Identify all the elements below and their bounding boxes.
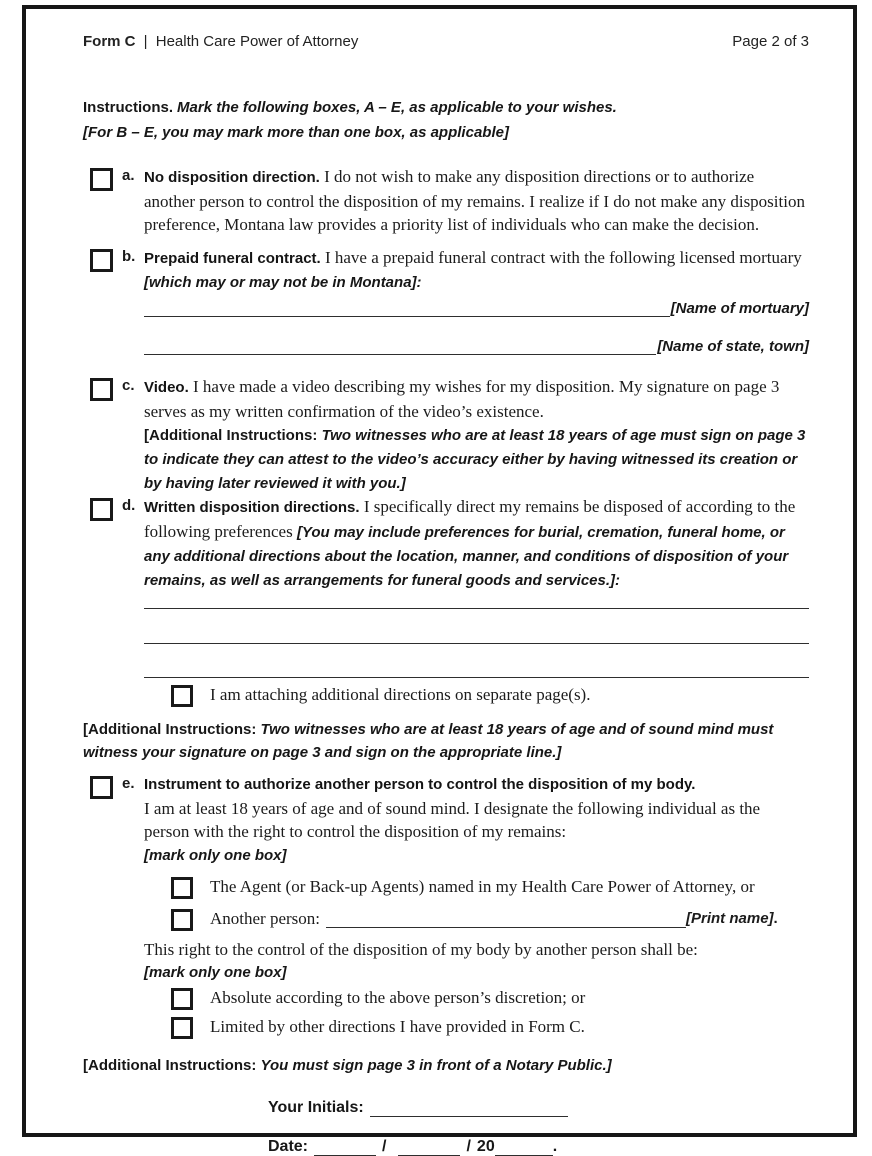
- mortuary-field-row: [144, 294, 809, 317]
- checkbox-e[interactable]: [90, 776, 113, 799]
- additional-instructions-witnesses-body: Two witnesses who are at least 18 years of age and of sound mind must witness your signature on page 3 and sign on the appropriate line.]: [83, 721, 774, 761]
- additional-instructions-notary-label: [Additional Instructions:: [83, 1057, 257, 1074]
- item-e-body: I am at least 18 years of age and of sound mind. I designate the following individual as the person with the right to control the disposition of my remains:: [144, 798, 761, 841]
- instructions-label: Instructions.: [83, 99, 174, 116]
- form-title: Health Care Power of Attorney: [155, 33, 359, 50]
- item-d: [83, 495, 809, 707]
- option-absolute-label: Absolute according to the above person’s discretion; or: [210, 988, 586, 1007]
- item-e-title: Instrument to authorize another person to control the disposition of my body.: [144, 776, 696, 793]
- initials-label: Your Initials:: [268, 1099, 364, 1116]
- item-c-title: Video.: [144, 379, 189, 396]
- mortuary-name-label: [Name of mortuary]: [670, 300, 809, 317]
- item-d-body: I specifically direct my remains be disposed of according to the following preferences: [144, 497, 796, 541]
- item-b-letter: b.: [122, 247, 136, 265]
- item-d-letter: d.: [122, 497, 136, 514]
- mortuary-name-field[interactable]: [144, 293, 670, 317]
- footer: [268, 1099, 809, 1156]
- checkbox-b[interactable]: [90, 249, 113, 272]
- item-b-note: [which may or may not be in Montana]:: [144, 274, 422, 291]
- date-label: Date:: [268, 1138, 309, 1155]
- item-b: [83, 246, 809, 356]
- additional-instructions-witnesses: [83, 718, 809, 764]
- attach-row: [144, 683, 809, 707]
- item-c-body: I have made a video describing my wishes for my disposition. My signature on page 3 serves as my written confirmation of the video’s existence.: [144, 377, 780, 421]
- item-c-note-body: Two witnesses who are at least 18 years of age must sign on page 3 to indicate they can attest to the video’s accuracy either by having witnessed its creation or by having later reviewed it with you.]: [144, 427, 806, 492]
- print-name-label: [Print name]: [686, 909, 774, 927]
- checkbox-limited[interactable]: [171, 1017, 193, 1039]
- disposition-line-3[interactable]: [144, 644, 809, 679]
- item-b-title: Prepaid funeral contract.: [144, 249, 321, 267]
- checkbox-a[interactable]: [90, 168, 113, 191]
- item-a-title: No disposition direction.: [144, 169, 320, 186]
- checkbox-another-person[interactable]: [171, 909, 193, 931]
- state-town-label: [Name of state, town]: [657, 338, 809, 355]
- another-person-label: Another person:: [210, 908, 321, 928]
- initials-field[interactable]: [370, 1101, 568, 1117]
- option-agent-label: The Agent (or Back-up Agents) named in my Health Care Power of Attorney, or: [210, 876, 755, 896]
- option-agent-row: [144, 875, 809, 899]
- date-century: 20: [476, 1138, 495, 1155]
- item-c-letter: c.: [122, 377, 135, 394]
- item-a: [83, 165, 809, 237]
- option-absolute-row: [144, 986, 809, 1010]
- item-c: [83, 375, 809, 495]
- page-frame: [22, 5, 857, 1155]
- additional-instructions-notary-body: You must sign page 3 in front of a Notary Public.]: [260, 1057, 612, 1074]
- date-row: [268, 1138, 809, 1156]
- state-town-field-row: [144, 317, 809, 355]
- option-limited-row: [144, 1015, 809, 1039]
- item-e-second-text: This right to the control of the disposition of my body by another person shall be:: [144, 939, 698, 959]
- checkbox-c[interactable]: [90, 378, 113, 401]
- item-d-title: Written disposition directions.: [144, 499, 360, 516]
- item-e-mark-note-2: [mark only one box]: [144, 964, 287, 981]
- item-e-letter: e.: [122, 775, 135, 792]
- item-a-body: I do not wish to make any disposition directions or to authorize another person to control the disposition of my remains. I realize if I do not make any disposition preference, Montana law provides a priority list of individuals who can make the decision.: [144, 167, 805, 234]
- initials-row: [268, 1099, 809, 1117]
- page-number: Page 2 of 3: [732, 33, 809, 50]
- date-separator-2: /: [466, 1138, 471, 1155]
- print-name-period: .: [773, 909, 778, 927]
- instructions-text: Mark the following boxes, A – E, as applicable to your wishes.: [177, 99, 617, 116]
- item-b-body: I have a prepaid funeral contract with the following licensed mortuary: [324, 247, 802, 267]
- option-limited-label: Limited by other directions I have provided in Form C.: [210, 1017, 585, 1036]
- item-e: [83, 773, 809, 1039]
- another-person-name-field[interactable]: [326, 911, 686, 928]
- additional-instructions-notary: [83, 1054, 809, 1077]
- form-code: Form C: [83, 33, 136, 50]
- checkbox-absolute[interactable]: [171, 988, 193, 1010]
- attach-label: I am attaching additional directions on separate page(s).: [210, 685, 591, 704]
- instructions-block: [83, 96, 809, 145]
- header-left: [83, 33, 358, 50]
- date-day-field[interactable]: [398, 1140, 460, 1156]
- date-year-field[interactable]: [495, 1140, 553, 1156]
- page-header: [83, 33, 809, 50]
- checkbox-attach-additional[interactable]: [171, 685, 193, 707]
- header-divider: |: [143, 33, 148, 50]
- date-month-field[interactable]: [314, 1140, 376, 1156]
- disposition-line-2[interactable]: [144, 609, 809, 644]
- option-another-person-row: [144, 907, 809, 931]
- checkbox-agent[interactable]: [171, 877, 193, 899]
- additional-instructions-witnesses-label: [Additional Instructions:: [83, 721, 257, 738]
- instructions-note: [For B – E, you may mark more than one box, as applicable]: [83, 124, 509, 141]
- item-a-letter: a.: [122, 167, 135, 184]
- item-e-mark-note-1: [mark only one box]: [144, 846, 287, 864]
- checkbox-d[interactable]: [90, 498, 113, 521]
- date-separator-1: /: [382, 1138, 387, 1155]
- item-c-note-label: [Additional Instructions:: [144, 427, 318, 444]
- state-town-field[interactable]: [144, 316, 656, 355]
- item-d-note: [You may include preferences for burial, cremation, funeral home, or any additional directions about the location, manner, and conditions of disposition of your remains, as well as arrangements for funeral goods and services.]:: [144, 523, 789, 589]
- date-period: .: [552, 1138, 558, 1155]
